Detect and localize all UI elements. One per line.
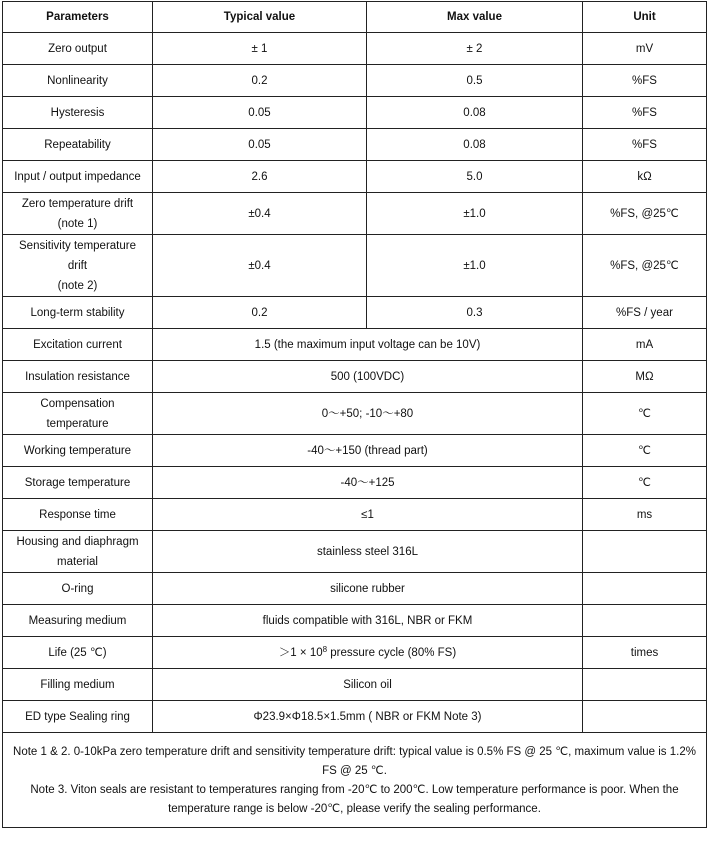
specifications-table	[2, 1, 707, 828]
parameter-line: material	[57, 555, 98, 568]
unit-cell: %FS, @25℃	[583, 193, 707, 235]
value-suffix: pressure cycle (80% FS)	[327, 646, 457, 659]
header-max-value: Max value	[367, 2, 583, 33]
table-row	[3, 701, 707, 733]
merged-value-cell: ≤1	[153, 499, 583, 531]
unit-cell: %FS, @25℃	[583, 235, 707, 297]
value-prefix: ＞1 × 10	[278, 646, 323, 659]
merged-value-cell: 1.5 (the maximum input voltage can be 10V)	[153, 329, 583, 361]
notes-row	[3, 733, 707, 828]
typical-value-cell: ± 1	[153, 33, 367, 65]
merged-value-cell	[153, 637, 583, 669]
table-row	[3, 65, 707, 97]
parameter-cell: Storage temperature	[3, 467, 153, 499]
unit-cell: kΩ	[583, 161, 707, 193]
typical-value-cell: 0.05	[153, 129, 367, 161]
merged-value-cell: stainless steel 316L	[153, 531, 583, 573]
typical-value-cell: 0.2	[153, 297, 367, 329]
table-row	[3, 605, 707, 637]
merged-value-cell: 500 (100VDC)	[153, 361, 583, 393]
parameter-line: temperature	[46, 417, 109, 430]
unit-cell: %FS	[583, 65, 707, 97]
parameter-cell: Nonlinearity	[3, 65, 153, 97]
typical-value-cell: 0.05	[153, 97, 367, 129]
table-row	[3, 531, 707, 573]
unit-cell: %FS	[583, 129, 707, 161]
unit-cell	[583, 531, 707, 573]
table-row	[3, 161, 707, 193]
max-value-cell: 0.08	[367, 129, 583, 161]
table-row	[3, 97, 707, 129]
parameter-cell: Filling medium	[3, 669, 153, 701]
table-row	[3, 193, 707, 235]
unit-cell	[583, 573, 707, 605]
table-header-row	[3, 2, 707, 33]
table-row	[3, 329, 707, 361]
parameter-cell: Input / output impedance	[3, 161, 153, 193]
parameter-cell: Hysteresis	[3, 97, 153, 129]
parameter-cell: Life (25 ℃)	[3, 637, 153, 669]
parameter-cell: Response time	[3, 499, 153, 531]
parameter-cell: ED type Sealing ring	[3, 701, 153, 733]
parameter-cell: Repeatability	[3, 129, 153, 161]
unit-cell: ℃	[583, 393, 707, 435]
parameter-cell	[3, 531, 153, 573]
parameter-cell: Working temperature	[3, 435, 153, 467]
table-row	[3, 499, 707, 531]
parameter-line: Housing and diaphragm	[16, 535, 139, 548]
unit-cell	[583, 669, 707, 701]
parameter-line: Compensation	[40, 397, 115, 410]
unit-cell: %FS / year	[583, 297, 707, 329]
typical-value-cell: ±0.4	[153, 235, 367, 297]
unit-cell: mV	[583, 33, 707, 65]
max-value-cell: ±1.0	[367, 193, 583, 235]
table-row	[3, 33, 707, 65]
unit-cell	[583, 605, 707, 637]
unit-cell	[583, 701, 707, 733]
parameter-line: (note 2)	[57, 279, 98, 292]
merged-value-cell: -40～+125	[153, 467, 583, 499]
note-1-2: Note 1 & 2. 0-10kPa zero temperature drift and sensitivity temperature drift: typical value is 0.5% FS @ 25 ℃, maximum value is 1.2% FS @ 25 ℃.	[13, 746, 696, 777]
unit-cell: times	[583, 637, 707, 669]
typical-value-cell: 2.6	[153, 161, 367, 193]
unit-cell: mA	[583, 329, 707, 361]
table-row	[3, 467, 707, 499]
parameter-cell: Long-term stability	[3, 297, 153, 329]
table-row	[3, 669, 707, 701]
parameter-cell: Excitation current	[3, 329, 153, 361]
max-value-cell: 0.5	[367, 65, 583, 97]
unit-cell: MΩ	[583, 361, 707, 393]
merged-value-cell: -40～+150 (thread part)	[153, 435, 583, 467]
table-row	[3, 393, 707, 435]
max-value-cell: 0.08	[367, 97, 583, 129]
merged-value-cell: fluids compatible with 316L, NBR or FKM	[153, 605, 583, 637]
parameter-line: Zero temperature drift	[21, 197, 134, 210]
max-value-cell: 5.0	[367, 161, 583, 193]
unit-cell: %FS	[583, 97, 707, 129]
max-value-cell: ± 2	[367, 33, 583, 65]
max-value-cell: 0.3	[367, 297, 583, 329]
table-row	[3, 235, 707, 297]
table-row	[3, 637, 707, 669]
typical-value-cell: ±0.4	[153, 193, 367, 235]
merged-value-cell: Silicon oil	[153, 669, 583, 701]
parameter-cell	[3, 235, 153, 297]
header-unit: Unit	[583, 2, 707, 33]
table-row	[3, 297, 707, 329]
unit-cell: ℃	[583, 467, 707, 499]
table-body	[3, 33, 707, 733]
typical-value-cell: 0.2	[153, 65, 367, 97]
table-row	[3, 361, 707, 393]
parameter-cell: Zero output	[3, 33, 153, 65]
parameter-line: drift	[67, 259, 88, 272]
parameter-cell	[3, 393, 153, 435]
notes-cell	[3, 733, 707, 828]
unit-cell: ms	[583, 499, 707, 531]
unit-cell: ℃	[583, 435, 707, 467]
value-exponent: 8	[322, 644, 328, 654]
merged-value-cell: silicone rubber	[153, 573, 583, 605]
parameter-cell: O-ring	[3, 573, 153, 605]
merged-value-cell: 0～+50; -10～+80	[153, 393, 583, 435]
header-parameters: Parameters	[3, 2, 153, 33]
header-typical-value: Typical value	[153, 2, 367, 33]
parameter-line: Sensitivity temperature	[19, 239, 136, 252]
merged-value-cell: Φ23.9×Φ18.5×1.5mm ( NBR or FKM Note 3)	[153, 701, 583, 733]
note-3: Note 3. Viton seals are resistant to temperatures ranging from -20℃ to 200℃. Low temperature performance is poor. When the temperature range is below -20℃, please verify the sealing performance.	[30, 784, 679, 815]
parameter-cell: Measuring medium	[3, 605, 153, 637]
table-row	[3, 573, 707, 605]
parameter-cell: Insulation resistance	[3, 361, 153, 393]
parameter-line: (note 1)	[57, 217, 98, 230]
table-row	[3, 129, 707, 161]
table-row	[3, 435, 707, 467]
max-value-cell: ±1.0	[367, 235, 583, 297]
parameter-cell	[3, 193, 153, 235]
